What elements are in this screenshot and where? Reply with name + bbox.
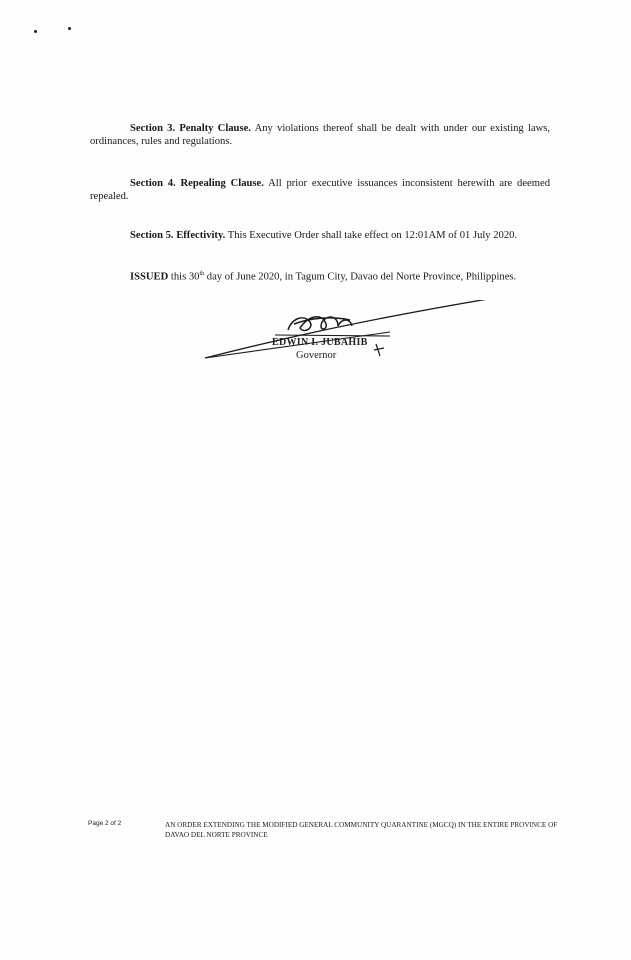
signature-block: [200, 300, 520, 380]
section-3-heading: Section 3. Penalty Clause.: [130, 123, 251, 134]
issued-text-a: this 30: [168, 271, 200, 283]
footer-document-title: AN ORDER EXTENDING THE MODIFIED GENERAL COMMUNITY QUARANTINE (MGCQ) IN THE ENTIRE PROVINCE OF DAVAO DEL NORTE PROVINCE: [165, 821, 558, 839]
footer-page-number: Page 2 of 2: [88, 820, 122, 827]
section-3-text: Any violations thereof shall be dealt with under our existing laws, ordinances, rules and regulations.: [90, 123, 551, 147]
issued-text-b: day of June 2020, in Tagum City, Davao del Norte Province, Philippines.: [204, 271, 517, 283]
scan-speck: [68, 27, 71, 30]
section-5-heading: Section 5. Effectivity.: [130, 230, 226, 241]
scan-speck: [34, 30, 37, 33]
section-4-heading: Section 4. Repealing Clause.: [130, 178, 264, 189]
signatory-name: EDWIN I. JUBAHIB: [272, 337, 368, 348]
issued-label: ISSUED: [130, 271, 169, 283]
section-5-text: This Executive Order shall take effect on 12:01AM of 01 July 2020.: [225, 230, 518, 241]
section-5-paragraph: [90, 229, 550, 242]
section-4-text: All prior executive issuances inconsistent herewith are deemed repealed.: [90, 178, 551, 202]
signatory-title: Governor: [296, 350, 337, 361]
section-3-paragraph: [90, 122, 550, 148]
issued-paragraph: [90, 268, 550, 284]
section-4-paragraph: [90, 177, 550, 203]
issued-ordinal-suffix: th: [199, 271, 205, 277]
